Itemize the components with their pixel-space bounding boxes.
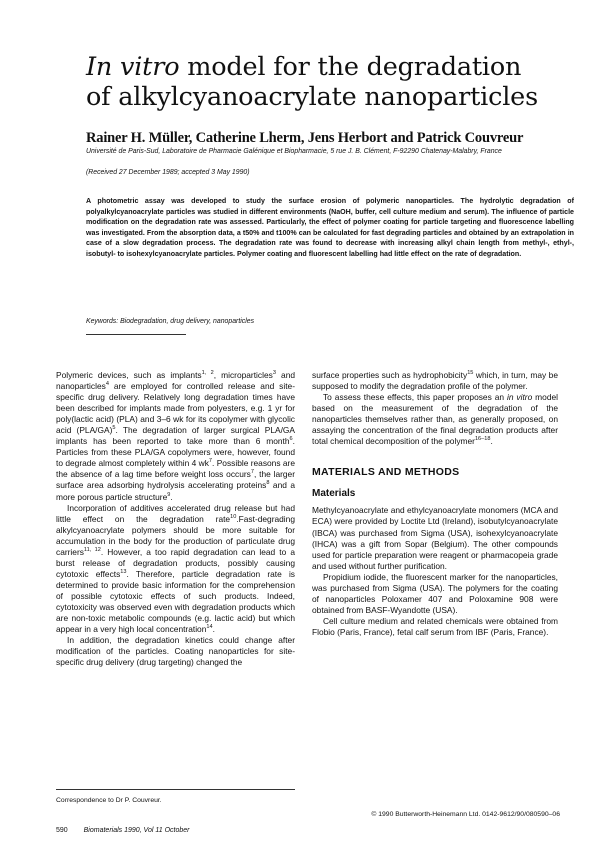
correspondence-note: Correspondence to Dr P. Couvreur. xyxy=(56,797,162,804)
intro-paragraph-4: surface properties such as hydrophobicity$^{15}$ which, in turn, may be supposed to modify the degradation profile of the polymer. xyxy=(312,370,558,392)
intro-paragraph-3: In addition, the degradation kinetics could change after modification of the particles. Coating nanoparticles for site-specific drug delivery (drug targeting) changed the xyxy=(56,635,295,668)
title-line-1 xyxy=(86,52,566,82)
keywords: Keywords: Biodegradation, drug delivery, nanoparticles xyxy=(86,318,255,325)
journal-citation: Biomaterials 1990, Vol 11 October xyxy=(83,827,190,834)
copyright-line: © 1990 Butterworth-Heinemann Ltd. 0142-9612/90/080590–06 xyxy=(371,811,560,818)
title-line-2: of alkylcyanoacrylate nanoparticles xyxy=(86,82,538,112)
authors: Rainer H. Müller, Catherine Lherm, Jens Herbort and Patrick Couvreur xyxy=(86,130,524,146)
subsection-heading-materials: Materials xyxy=(312,488,356,500)
materials-paragraph-3: Cell culture medium and related chemicals were obtained from Flobio (Paris, France), fetal calf serum from IBF (Paris, France). xyxy=(312,615,558,637)
section-heading-materials-methods: MATERIALS AND METHODS xyxy=(312,466,460,479)
page-number: 590 xyxy=(56,827,68,834)
materials-paragraph-1: Methylcyanoacrylate and ethylcyanoacrylate monomers (MCA and ECA) were provided by Loctite Ltd (Ireland), isobutylcyanoacrylate (IBCA) was purchased from Sigma (USA), isohexylcyanoacrylate (IHCA) was a gift from Sopar (Belgium). The other compounds used for particle preparation were reagent or pharmacopeia grade and used without further purification. xyxy=(312,505,558,571)
materials-paragraph-2: Propidium iodide, the fluorescent marker for the nanoparticles, was purchased from Sigma (USA). The polymers for the coating of nanoparticles Poloxamer 407 and Poloxamine 908 were obtained from BASF-Wyandotte (USA). xyxy=(312,571,558,615)
intro-paragraph-1: Polymeric devices, such as implants$^{1, 2}$, microparticles$^3$ and nanoparticles$^4$ are employed for controlled release and site-specific drug delivery. Relatively long degradation times have been described for implants made from polyesters, e.g. 1 yr for poly(lactic acid) (PLA) and 3–6 wk for its copolymer with glycolic acid $(PLA/GA)^5$. The degradation of larger surgical PLA/GA implants has been reported to take more than 6 month$^6$. Particles from these PLA/GA copolymers were, however, found to degrade almost completely within 4 $wk^7$. Possible reasons are the absence of a lag time before weight loss occurs$^7$, the larger surface area adsorbing hydrolysis accelerating proteins$^8$ and a more porous particle structure$^9$. xyxy=(56,370,296,502)
intro-paragraph-5: To assess these effects, this paper proposes an in vitro model based on the measurement of the degradation of the nanoparticles themselves rather than, as generally proposed, on assaying the concentration of the final degradation products after total chemical decomposition of the polymer$^{16-18}$. xyxy=(312,392,558,447)
abstract: A photometric assay was developed to study the surface erosion of polymeric nanoparticles. The hydrolytic degradation of polyalkylcyanoacrylate particles was studied in different environments (NaOH, buffer, cell culture medium and serum). The influence of particle modification on the degradation rate was assessed. Particularly, the effect of polymer coating for particle targeting and fluorescence labelling was investigated. From the absorption data, a t50% and t100% can be calculated for fast degrading particles and obtained by an extrapolation in case of a slow degradation process. The degradation rate was found to decrease with increasing alkyl chain length from methyl-, ethyl-, isobutyl- to isohexylcyanoacrylate particles. Polymer coating and fluorescent labelling had little effect on the rate of degradation. xyxy=(86,197,574,258)
received-dates: (Received 27 December 1989; accepted 3 May 1990) xyxy=(86,169,250,176)
left-column xyxy=(56,370,295,668)
footnote-rule xyxy=(56,789,295,790)
intro-paragraph-2: Incorporation of additives accelerated drug release but had little effect on the degradation rate$^{10}$.Fast-degrading alkylcyanoacrylate polymers should be more suitable for accumulation in the body for the production of particulate drug carriers$^{11, 12}$. However, a too rapid degradation can lead to a burst release of degradation products, possibly causing cytotoxic effects$^{13}$. Therefore, particle degradation rate is determined to provide basic information for the comprehension of possible cytotoxic effects of such products. Indeed, cytotoxicity was observed even with degradation products which are non-toxic metabolic compounds (e.g. lactic acid) but which appear in a very high local concentration$^{14}$. xyxy=(56,502,295,635)
affiliation: Université de Paris-Sud, Laboratoire de Pharmacie Galénique et Biopharmacie, 5 rue J. B. Clément, F-92290 Chatenay-Malabry, France xyxy=(86,148,502,155)
right-column xyxy=(312,370,558,638)
title-italic: In vitro xyxy=(86,52,180,82)
page-footer xyxy=(56,827,356,834)
article-title xyxy=(86,52,566,112)
title-line-1-rest: model for the degradation xyxy=(179,52,522,82)
keywords-rule xyxy=(86,334,186,335)
